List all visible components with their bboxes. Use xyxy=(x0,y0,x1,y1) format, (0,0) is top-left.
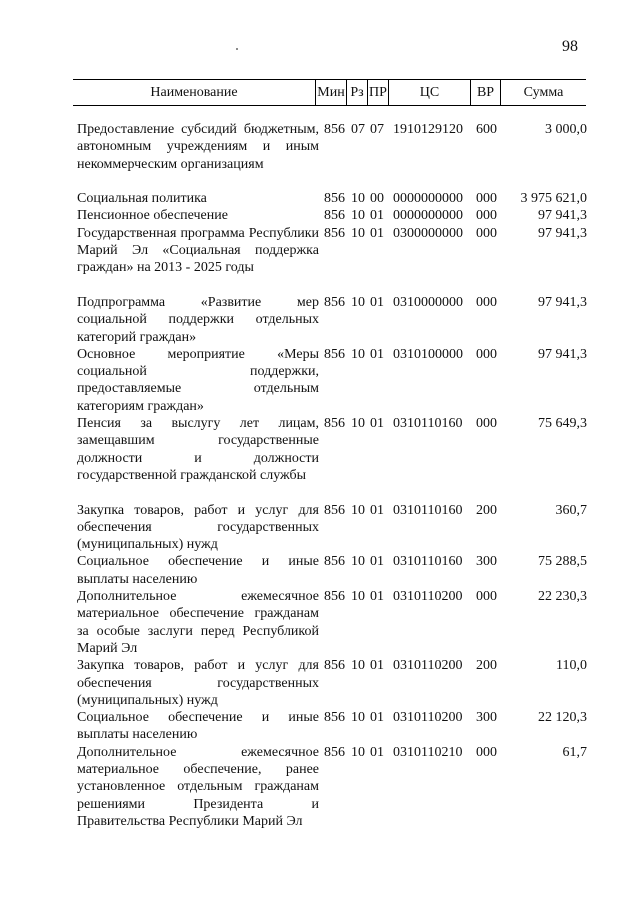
row-min: 856 xyxy=(324,346,345,362)
row-name: Предоставление субсидий бюджетным, автономным учреждениям и иным некоммерческим организациям xyxy=(77,122,319,172)
table-row xyxy=(0,121,639,190)
row-min: 856 xyxy=(324,191,345,207)
row-pr: 01 xyxy=(370,225,384,241)
row-pr: 01 xyxy=(370,710,384,726)
row-pr: 01 xyxy=(370,346,384,362)
table-row xyxy=(0,415,639,502)
row-min: 856 xyxy=(324,416,345,432)
row-min: 856 xyxy=(324,122,345,137)
row-sum: 97 941,3 xyxy=(538,225,587,241)
row-rz: 10 xyxy=(351,589,365,605)
row-vr: 200 xyxy=(476,658,497,674)
row-cs: 0000000000 xyxy=(393,208,463,224)
row-rz: 07 xyxy=(351,122,365,137)
header-pr: ПР xyxy=(369,85,387,100)
header-rz: Рз xyxy=(350,85,364,100)
row-pr: 07 xyxy=(370,122,384,137)
row-sum: 3 975 621,0 xyxy=(520,191,587,207)
row-pr: 01 xyxy=(370,554,384,570)
row-sum: 97 941,3 xyxy=(538,208,587,224)
row-rz: 10 xyxy=(351,225,365,241)
row-vr: 200 xyxy=(476,502,497,518)
row-cs: 1910129120 xyxy=(393,122,463,137)
row-vr: 000 xyxy=(476,208,497,224)
row-name: Закупка товаров, работ и услуг для обеспечения государственных (муниципальных) нужд xyxy=(77,658,319,708)
table-row xyxy=(0,190,639,207)
row-vr: 300 xyxy=(476,710,497,726)
header-min: Мин xyxy=(317,85,345,100)
page-number: 98 xyxy=(562,38,578,55)
row-pr: 01 xyxy=(370,416,384,432)
row-cs: 0310110160 xyxy=(393,416,463,432)
row-vr: 000 xyxy=(476,416,497,432)
row-cs: 0310000000 xyxy=(393,294,463,310)
row-cs: 0310110210 xyxy=(393,744,463,760)
row-name: Социальное обеспечение и иные выплаты населению xyxy=(77,710,319,743)
row-vr: 000 xyxy=(476,589,497,605)
header-sum: Сумма xyxy=(523,85,564,100)
row-name: Социальное обеспечение и иные выплаты населению xyxy=(77,554,319,587)
table-row xyxy=(0,346,639,415)
row-cs: 0310100000 xyxy=(393,346,463,362)
row-name: Пенсия за выслугу лет лицам, замещавшим государственные должности и должности государственной гражданской службы xyxy=(77,416,319,483)
row-pr: 00 xyxy=(370,191,384,207)
header-cs: ЦС xyxy=(419,85,440,100)
row-rz: 10 xyxy=(351,191,365,207)
row-rz: 10 xyxy=(351,554,365,570)
row-min: 856 xyxy=(324,710,345,726)
row-name: Подпрограмма «Развитие мер социальной поддержки отдельных категорий граждан» xyxy=(77,294,319,345)
row-cs: 0310110200 xyxy=(393,710,463,726)
table-row xyxy=(0,709,639,744)
row-name: Пенсионное обеспечение xyxy=(77,208,228,224)
row-min: 856 xyxy=(324,208,345,224)
row-vr: 000 xyxy=(476,294,497,310)
row-cs: 0310110160 xyxy=(393,502,463,518)
row-cs: 0300000000 xyxy=(393,225,463,241)
table-row xyxy=(0,502,639,554)
row-sum: 97 941,3 xyxy=(538,346,587,362)
row-pr: 01 xyxy=(370,502,384,518)
table-row xyxy=(0,553,639,588)
row-sum: 97 941,3 xyxy=(538,294,587,310)
row-cs: 0000000000 xyxy=(393,191,463,207)
row-vr: 000 xyxy=(476,346,497,362)
table-row xyxy=(0,225,639,294)
row-min: 856 xyxy=(324,744,345,760)
row-vr: 000 xyxy=(476,225,497,241)
row-rz: 10 xyxy=(351,208,365,224)
row-rz: 10 xyxy=(351,502,365,518)
row-sum: 61,7 xyxy=(562,744,587,760)
row-vr: 300 xyxy=(476,554,497,570)
row-cs: 0310110200 xyxy=(393,658,463,674)
row-cs: 0310110160 xyxy=(393,554,463,570)
row-min: 856 xyxy=(324,502,345,518)
row-pr: 01 xyxy=(370,294,384,310)
row-sum: 75 288,5 xyxy=(538,554,587,570)
row-rz: 10 xyxy=(351,416,365,432)
row-vr: 000 xyxy=(476,744,497,760)
row-sum: 22 120,3 xyxy=(538,710,587,726)
row-name: Основное мероприятие «Меры социальной поддержки, предоставляемые отдельным категориям граждан» xyxy=(77,346,319,414)
row-sum: 3 000,0 xyxy=(545,122,587,137)
table-row xyxy=(0,207,639,224)
row-cs: 0310110200 xyxy=(393,589,463,605)
header-vr: ВР xyxy=(476,85,495,100)
row-min: 856 xyxy=(324,554,345,570)
table-row xyxy=(0,294,639,346)
row-rz: 10 xyxy=(351,346,365,362)
row-rz: 10 xyxy=(351,710,365,726)
table-row xyxy=(0,657,639,709)
row-pr: 01 xyxy=(370,589,384,605)
row-sum: 360,7 xyxy=(555,502,587,518)
table-row xyxy=(0,744,639,848)
row-name: Дополнительное ежемесячное материальное обеспечение гражданам за особые заслуги перед Республикой Марий Эл xyxy=(77,589,319,656)
row-min: 856 xyxy=(324,225,345,241)
row-sum: 22 230,3 xyxy=(538,589,587,605)
row-pr: 01 xyxy=(370,208,384,224)
table-row xyxy=(0,588,639,657)
row-vr: 000 xyxy=(476,191,497,207)
row-pr: 01 xyxy=(370,658,384,674)
row-name: Государственная программа Республики Марий Эл «Социальная поддержка граждан» на 2013 - 2025 годы xyxy=(77,225,319,276)
row-min: 856 xyxy=(324,294,345,310)
row-rz: 10 xyxy=(351,744,365,760)
row-sum: 75 649,3 xyxy=(538,416,587,432)
table-header xyxy=(73,79,586,106)
row-min: 856 xyxy=(324,589,345,605)
row-rz: 10 xyxy=(351,294,365,310)
row-name: Закупка товаров, работ и услуг для обеспечения государственных (муниципальных) нужд xyxy=(77,502,319,553)
row-name: Дополнительное ежемесячное материальное обеспечение, ранее установленное отдельным гражданам решениями Президента и Правительства Республики Марий Эл xyxy=(77,744,319,829)
header-name: Наименование xyxy=(150,85,238,100)
row-name: Социальная политика xyxy=(77,191,207,207)
row-sum: 110,0 xyxy=(556,658,587,674)
row-vr: 600 xyxy=(476,122,497,137)
row-rz: 10 xyxy=(351,658,365,674)
row-pr: 01 xyxy=(370,744,384,760)
page-dot xyxy=(236,48,238,50)
table-body xyxy=(0,121,639,848)
row-min: 856 xyxy=(324,658,345,674)
